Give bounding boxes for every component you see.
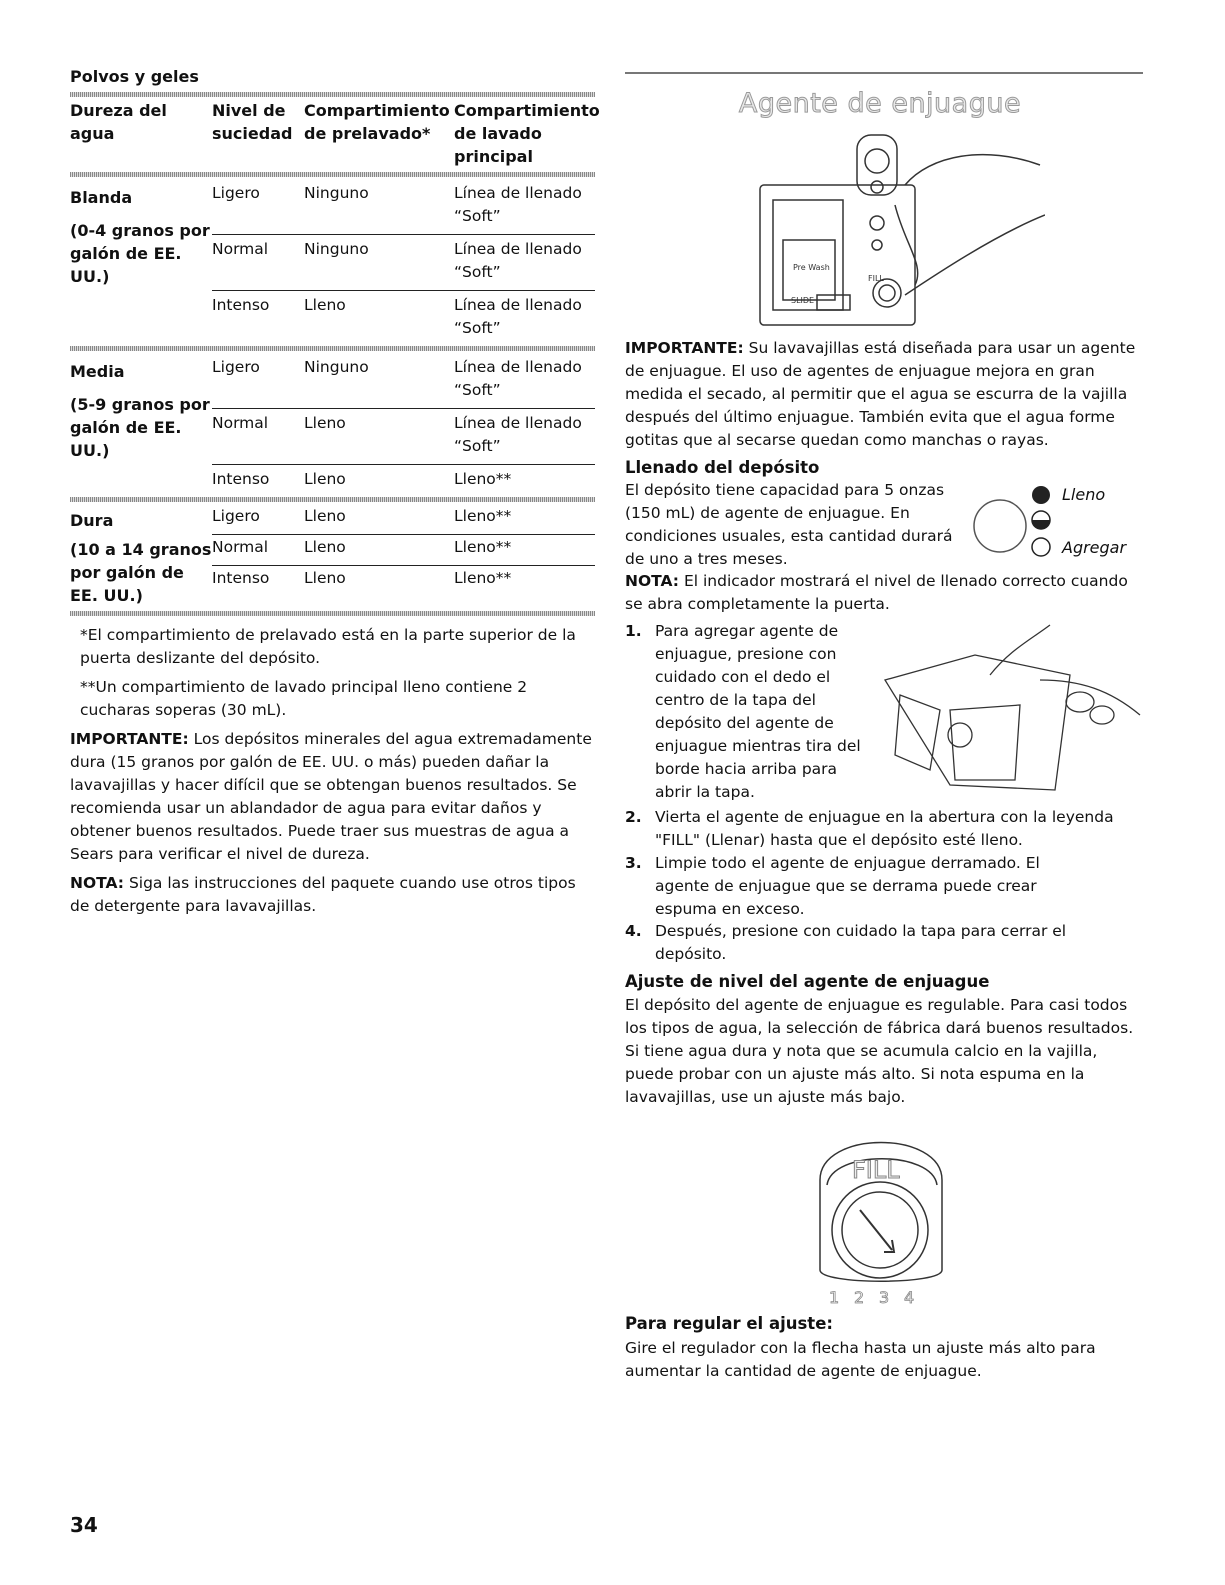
dispenser-illustration: [755, 125, 1045, 335]
cell-prewash: Ninguno: [304, 358, 369, 376]
dispenser-fill-label: FILL: [868, 274, 884, 283]
cell-main: Lleno**: [454, 569, 512, 587]
regulate-text: Gire el regulador con la flecha hasta un ajuste más alto para aumentar la cantidad de agente de enjuague.: [625, 1339, 1096, 1380]
step-4: [625, 920, 1095, 966]
nota-paragraph: [70, 872, 595, 918]
cell-main: Línea de llenado “Soft”: [454, 358, 582, 399]
cell-prewash: Lleno: [304, 470, 346, 488]
footnote-prewash: *El compartimiento de prelavado está en la parte superior de la puerta deslizante del depósito.: [80, 626, 576, 667]
cell-level: Normal: [212, 538, 269, 556]
cell-main: Lleno**: [454, 538, 512, 556]
rinse-dial-illustration: [812, 1110, 952, 1310]
cell-level: Ligero: [212, 358, 260, 376]
cell-level: Intenso: [212, 569, 270, 587]
cell-main: Línea de llenado “Soft”: [454, 296, 582, 337]
cell-level: Normal: [212, 240, 269, 258]
detergent-table-section: [70, 66, 600, 918]
section-title: Polvos y geles: [70, 67, 199, 86]
cell-main: Línea de llenado “Soft”: [454, 240, 582, 281]
group-range: (10 a 14 granos por galón de EE. UU.): [70, 540, 212, 605]
indicator-window: [974, 500, 1026, 552]
cell-prewash: Lleno: [304, 538, 346, 556]
dial-number-1: 1: [829, 1288, 840, 1307]
dial-number-4: 4: [904, 1288, 915, 1307]
step-3: [625, 852, 1085, 921]
important-text: Su lavavajillas está diseñada para usar un agente de enjuague. El uso de agentes de enjuague mejora en gran medida el secado, al permitir que el agua se escurra de la vajilla después del último enjuague. También evita que el agua forme gotitas que al secarse quedan como manchas o rayas.: [625, 339, 1136, 449]
step-number: 2.: [625, 808, 642, 826]
important-paragraph: [70, 728, 595, 866]
table-header-row: [70, 97, 600, 172]
dial-number-2: 2: [854, 1288, 865, 1307]
step-text: Vierta el agente de enjuague en la abertura con la leyenda "FILL" (Llenar) hasta que el depósito esté lleno.: [655, 808, 1114, 849]
group-range: (5-9 granos por galón de EE. UU.): [70, 395, 210, 460]
cell-main: Línea de llenado “Soft”: [454, 184, 582, 225]
table-row: [212, 566, 595, 596]
cell-level: Intenso: [212, 296, 270, 314]
cell-level: Intenso: [212, 470, 270, 488]
nota-text: El indicador mostrará el nivel de llenado correcto cuando se abra completamente la puerta.: [625, 572, 1128, 613]
cell-level: Ligero: [212, 507, 260, 525]
dial-number-3: 3: [879, 1288, 890, 1307]
dispenser-prewash-label: Pre Wash: [793, 263, 830, 272]
dispenser-slide-label: SLIDE: [791, 296, 815, 305]
cell-prewash: Ninguno: [304, 240, 369, 258]
cell-prewash: Lleno: [304, 569, 346, 587]
rinse-important-paragraph: [625, 337, 1141, 452]
indicator-add-label: Agregar: [1062, 538, 1127, 557]
cell-prewash: Lleno: [304, 296, 346, 314]
important-label: IMPORTANTE:: [70, 730, 189, 748]
header-soil-level: Nivel de suciedad: [212, 101, 293, 143]
cell-prewash: Ninguno: [304, 184, 369, 202]
step-2: [625, 806, 1145, 852]
nota-label: NOTA:: [70, 874, 125, 892]
header-prewash: Compartimiento de prelavado*: [304, 101, 450, 143]
cell-prewash: Lleno: [304, 414, 346, 432]
table-row: [212, 465, 595, 497]
footnote-main-wash: **Un compartimiento de lavado principal lleno contiene 2 cucharas soperas (30 mL).: [80, 678, 528, 719]
table-row: [212, 353, 595, 409]
nota-label: NOTA:: [625, 572, 680, 590]
adjust-text: El depósito del agente de enjuague es regulable. Para casi todos los tipos de agua, la selección de fábrica dará buenos resultados. Si tiene agua dura y nota que se acumula calcio en la vajilla, puede probar con un ajuste más alto. Si nota espuma en la lavavajillas, use un ajuste más bajo.: [625, 996, 1134, 1106]
group-range: (0-4 granos por galón de EE. UU.): [70, 221, 210, 286]
group-name: Blanda: [70, 188, 133, 207]
indicator-full-icon: [1032, 486, 1050, 504]
group-name: Dura: [70, 511, 114, 530]
header-main-wash: Compartimiento de lavado principal: [454, 101, 600, 166]
table-row: [212, 535, 595, 566]
top-rule: [625, 72, 1143, 74]
table-group-soft: [70, 177, 595, 346]
dial-fill-label: FILL: [852, 1156, 900, 1184]
nota-paragraph: [625, 570, 1147, 616]
nota-text: Siga las instrucciones del paquete cuando use otros tipos de detergente para lavavajillas.: [70, 874, 576, 915]
cell-main: Línea de llenado “Soft”: [454, 414, 582, 455]
fill-text: El depósito tiene capacidad para 5 onzas (150 mL) de agente de enjuague. En condiciones usuales, esta cantidad durará de uno a tres meses.: [625, 481, 953, 568]
table-row: [212, 179, 595, 235]
step-text: Después, presione con cuidado la tapa para cerrar el depósito.: [655, 922, 1067, 963]
regulate-title: Para regular el ajuste:: [625, 1314, 833, 1333]
step-number: 4.: [625, 922, 642, 940]
important-text: Los depósitos minerales del agua extremadamente dura (15 granos por galón de EE. UU. o más) pueden dañar la lavavajillas y hacer difícil que se obtengan buenos resultados. Se recomienda usar un ablandador de agua para evitar daños y obtener buenos resultados. Puede traer sus muestras de agua a Sears para verificar el nivel de dureza.: [70, 730, 592, 863]
step-text: Limpie todo el agente de enjuague derramado. El agente de enjuague que se derrama puede crear espuma en exceso.: [655, 854, 1040, 918]
step-number: 1.: [625, 622, 642, 640]
page-number: 34: [70, 1513, 98, 1537]
table-group-medium: [70, 351, 595, 497]
step-number: 3.: [625, 854, 642, 872]
header-water-hardness: Dureza del agua: [70, 101, 167, 143]
cell-main: Lleno**: [454, 470, 512, 488]
cell-level: Ligero: [212, 184, 260, 202]
table-row: [212, 409, 595, 465]
fill-title: Llenado del depósito: [625, 458, 820, 477]
step-text: Para agregar agente de enjuague, presione con cuidado con el dedo el centro de la tapa del depósito del agente de enjuague mientras tira del borde hacia arriba para abrir la tapa.: [655, 622, 861, 801]
step-1: [625, 620, 865, 804]
rinse-aid-heading: Agente de enjuague: [738, 88, 1022, 119]
table-row: [212, 291, 595, 346]
cell-main: Lleno**: [454, 507, 512, 525]
cell-level: Normal: [212, 414, 269, 432]
indicator-empty-icon: [1032, 538, 1050, 556]
adjust-title: Ajuste de nivel del agente de enjuague: [625, 972, 990, 991]
important-label: IMPORTANTE:: [625, 339, 744, 357]
table-row: [212, 235, 595, 291]
table-group-hard: [70, 502, 595, 607]
divider: [70, 611, 595, 616]
table-row: [212, 504, 595, 535]
open-lid-illustration: [880, 620, 1145, 800]
indicator-full-label: Lleno: [1062, 485, 1106, 504]
group-name: Media: [70, 362, 125, 381]
cell-prewash: Lleno: [304, 507, 346, 525]
